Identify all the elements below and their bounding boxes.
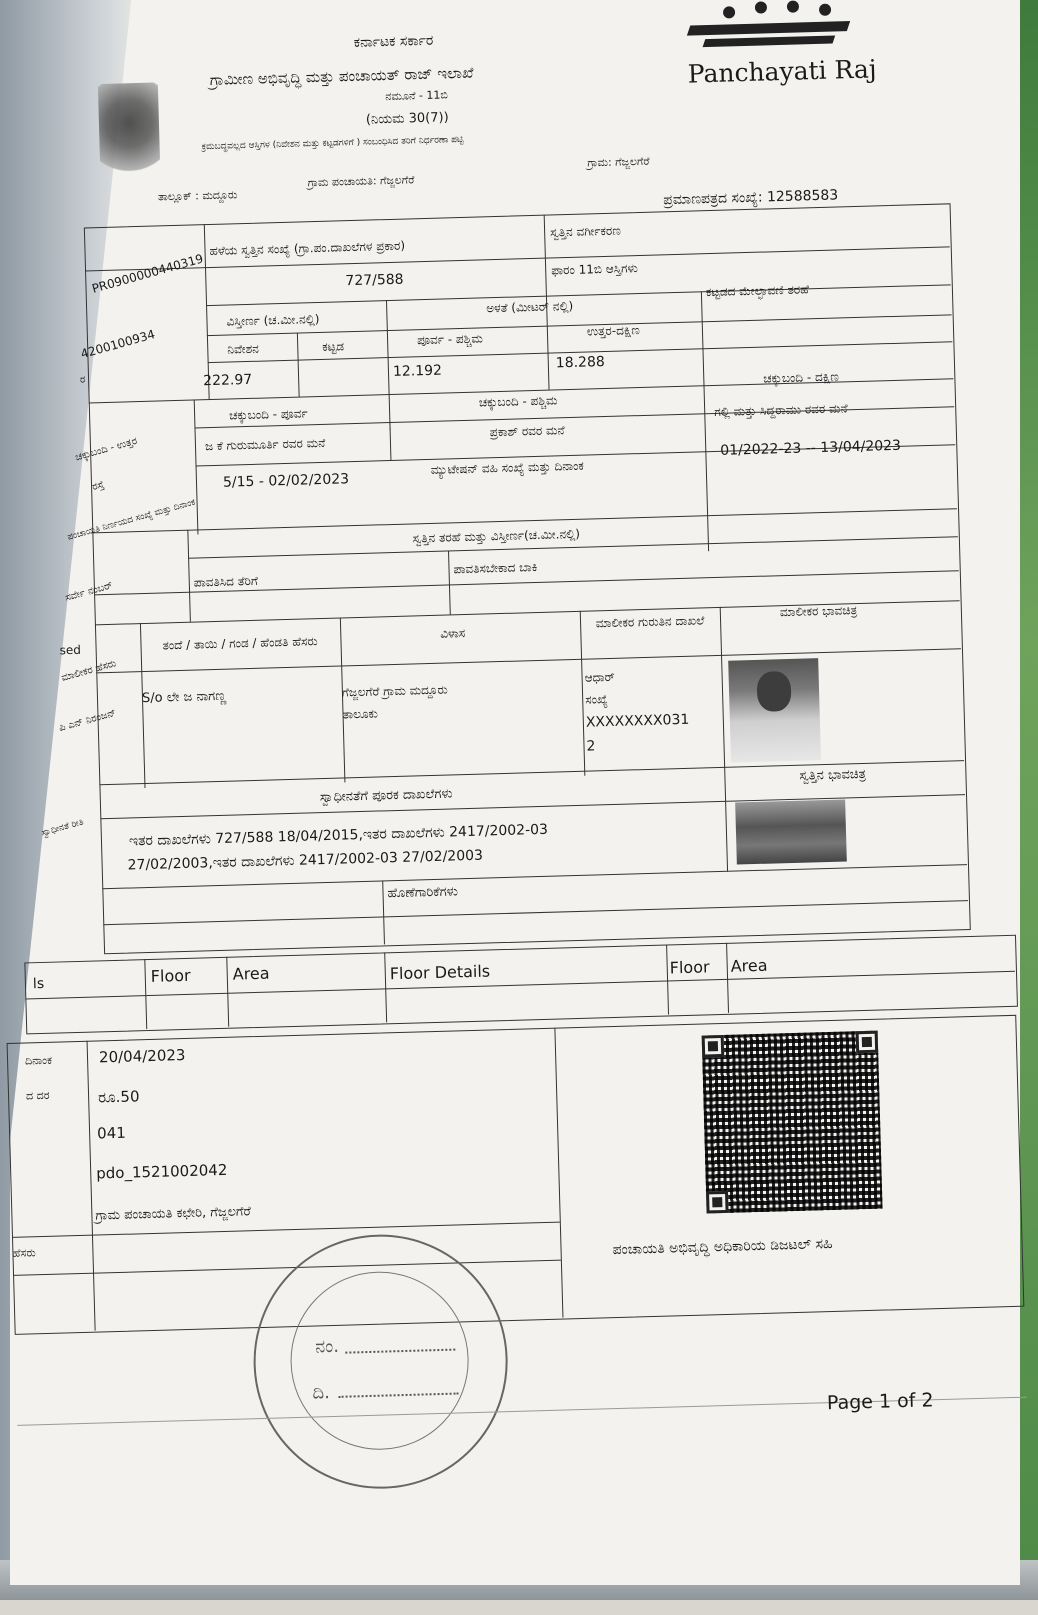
floor-details-header: Floor Details xyxy=(389,961,491,984)
site-label: ನಿವೇಶನ xyxy=(227,341,260,357)
margin-label-rate: ದ ದರ xyxy=(25,1088,50,1103)
margin-label-date: ದಿನಾಂಕ xyxy=(24,1053,53,1068)
margin-label-resolution: ಪಂಚಾಯತಿ ನಿರ್ಣಯದ ಸಂಖ್ಯೆ ಮತ್ತು ದಿನಾಂಕ xyxy=(66,497,197,543)
qr-corner xyxy=(856,1031,879,1054)
id-number-end: 2 xyxy=(586,738,596,755)
margin-label-road: ರಸ್ತೆ xyxy=(90,479,106,494)
qr-corner xyxy=(706,1191,729,1214)
taluk: ತಾಲ್ಲೂಕ್ : ಮದ್ದೂರು xyxy=(157,188,238,204)
documents-line-2: 27/02/2003,ಇತರ ದಾಖಲೆಗಳು 2417/2002-03 27/02/2003 xyxy=(127,847,484,874)
roof-type-label: ಕಟ್ಟಡದ ಮೇಲ್ಛಾವಣಿ ತರಹೆ xyxy=(705,282,810,300)
balance-label: ಪಾವತಿಸಬೇಕಾದ ಬಾಕಿ xyxy=(453,559,538,577)
issue-date: 20/04/2023 xyxy=(98,1046,186,1067)
govt-title: ಕರ್ನಾಟಕ ಸರ್ಕಾರ xyxy=(353,32,434,51)
floor-header-2: Floor xyxy=(669,957,710,978)
margin-label-possession: ಸ್ವಾಧೀನತೆ ರೀತಿ xyxy=(40,817,85,839)
property-type-label: ಸ್ವತ್ತಿನ ತರಹೆ ಮತ್ತು ವಿಸ್ತೀರ್ಣ(ಚ.ಮೀ.ನಲ್ಲಿ) xyxy=(412,526,581,546)
area-label: ವಿಸ್ತೀರ್ಣ (ಚ.ಮೀ.ನಲ್ಲಿ) xyxy=(226,311,320,329)
logo-text: Panchayati Raj xyxy=(687,54,877,89)
pr-id: PR0900000440319 xyxy=(90,251,205,296)
east-boundary-label: ಚಕ್ಕುಬಂದಿ - ಪೂರ್ವ xyxy=(228,406,308,423)
east-boundary: ಜ ಕೆ ಗುರುಮೂರ್ತಿ ರವರ ಮನೆ xyxy=(204,435,326,454)
office-name: ಗ್ರಾಮ ಪಂಚಾಯತಿ ಕಛೇರಿ, ಗೆಜ್ಜಲಗೆರೆ xyxy=(95,1204,252,1224)
owner-photo-label: ಮಾಲೀಕರ ಭಾವಚಿತ್ರ xyxy=(779,603,858,620)
property-id: 4200100934 xyxy=(79,327,157,362)
id-document-label: ಮಾಲೀಕರ ಗುರುತಿನ ದಾಖಲೆ xyxy=(595,613,705,631)
seal-number-label: ನಂ. xyxy=(314,1335,340,1358)
east-west-label: ಪೂರ್ವ - ಪಶ್ಚಿಮ xyxy=(416,331,483,348)
fee: ರೂ.50 xyxy=(97,1087,140,1107)
form-name: ನಮೂನೆ - 11ಬಿ xyxy=(385,88,448,104)
resolution-number: 5/15 - 02/02/2023 xyxy=(222,471,350,491)
property-photo-label: ಸ್ವತ್ತಿನ ಭಾವಚಿತ್ರ xyxy=(799,766,867,784)
address-line-2: ತಾಲೂಕು xyxy=(342,706,378,722)
id-number: XXXXXXXX031 xyxy=(585,711,690,731)
owner-name: ಪಿ ಎನ್ ನಿರಂಜನ್ xyxy=(57,707,118,735)
id-type: ಆಧಾರ್ xyxy=(584,669,615,685)
margin-label-owner: ಮಾಲೀಕರ ಹೆಸರು xyxy=(60,658,118,684)
liabilities-label: ಹೊಣೆಗಾರಿಕೆಗಳು xyxy=(387,884,459,902)
panchayati-raj-logo-icon xyxy=(683,0,849,59)
department-title: ಗ್ರಾಮೀಣ ಅಭಿವೃದ್ಧಿ ಮತ್ತು ಪಂಚಾಯತ್ ರಾಜ್ ಇಲಾಖೆ xyxy=(209,63,474,89)
property-photo xyxy=(735,799,847,864)
margin-label: ರ xyxy=(79,374,86,386)
site-area: 222.97 xyxy=(202,371,253,390)
mutation-value: 01/2022-23 -- 13/04/2023 xyxy=(720,437,902,459)
address-line-1: ಗೆಜ್ಜಲಗೆರೆ ಗ್ರಾಮ ಮದ್ದೂರು xyxy=(341,682,448,700)
margin-label-name: ಹೆಸರು xyxy=(12,1246,36,1260)
tax-paid-label: ಪಾವತಿಸಿದ ತೆರಿಗೆ xyxy=(193,573,259,590)
north-south-label: ಉತ್ತರ-ದಕ್ಷಿಣ xyxy=(586,323,641,339)
dimension-label: ಅಳತೆ (ಮೀಟರ್ ನಲ್ಲಿ) xyxy=(486,298,574,316)
mutation-label: ಮ್ಯುಟೇಷನ್ ವಹಿ ಸಂಖ್ಯೆ ಮತ್ತು ದಿನಾಂಕ xyxy=(430,458,585,477)
west-boundary-label: ಚಕ್ಕುಬಂದಿ - ಪಶ್ಚಿಮ xyxy=(478,393,558,410)
classification-value: ಫಾರಂ 11ಬಿ ಆಸ್ತಿಗಳು xyxy=(551,261,639,278)
code: 041 xyxy=(96,1123,127,1143)
classification-label: ಸ್ವತ್ತಿನ ವರ್ಗೀಕರಣ xyxy=(549,223,621,240)
west-boundary: ಪ್ರಕಾಶ್ ರವರ ಮನೆ xyxy=(489,423,565,440)
rule-number: (ನಿಯಮ 30(7)) xyxy=(365,110,449,128)
margin-label-ls: ls xyxy=(32,975,45,993)
south-boundary-label: ಚಕ್ಕುಬಂದಿ - ದಕ್ಷಿಣ xyxy=(763,369,839,386)
south-boundary: ಗಲ್ಲಿ ಮತ್ತು ಸಿದ್ದರಾಮು ರವರ ಮನೆ xyxy=(714,401,848,419)
karnataka-emblem-icon xyxy=(98,82,161,184)
margin-label-north: ಚಕ್ಕುಬಂದಿ - ಉತ್ತರ xyxy=(74,435,139,464)
margin-label-survey: ಸರ್ವೇ ನಂಬರ್ xyxy=(64,580,114,604)
pdo-id: pdo_1521002042 xyxy=(96,1160,228,1183)
possession-docs-label: ಸ್ವಾಧೀನತೆಗೆ ಪೂರಕ ದಾಖಲೆಗಳು xyxy=(319,786,453,806)
form-subtitle: ಕ್ರಮಬದ್ಧವಲ್ಲದ ಆಸ್ತಿಗಳ (ನಿವೇಶನ ಮತ್ತು ಕಟ್ಟಡಗಳಿಗೆ ) ಸಂಬಂಧಿಸಿದ ತರಿಗೆ ನಿರ್ಧರಣಾ ಪಟ್ಟಿ xyxy=(201,134,464,153)
qr-corner xyxy=(702,1035,725,1058)
area-header-2: Area xyxy=(730,955,768,976)
digital-signature-label: ಪಂಚಾಯತಿ ಅಭಿವೃದ್ಧಿ ಅಧಿಕಾರಿಯ ಡಿಜಟಲ್ ಸಹಿ xyxy=(612,1236,833,1259)
father-label: ತಂದೆ / ತಾಯಿ / ಗಂಡ / ಹೆಂಡತಿ ಹೆಸರು xyxy=(162,634,318,653)
certificate-number: ಪ್ರಮಾಣಪತ್ರದ ಸಂಖ್ಯೆ: 12588583 xyxy=(663,187,839,209)
documents-line-1: ಇತರ ದಾಖಲೆಗಳು 727/588 18/04/2015,ಇತರ ದಾಖಲೆಗಳು 2417/2002-03 xyxy=(128,821,549,850)
village: ಗ್ರಾಮ: ಗೆಜ್ಜಲಗೆರೆ xyxy=(587,154,650,170)
area-header-1: Area xyxy=(232,963,270,984)
old-number-label: ಹಳೆಯ ಸ್ವತ್ತಿನ ಸಂಖ್ಯೆ (ಗ್ರಾ.ಪಂ.ದಾಖಲೆಗಳ ಪ್ರಕಾರ) xyxy=(209,238,406,259)
owner-face xyxy=(757,671,792,712)
id-number-label: ಸಂಖ್ಯೆ xyxy=(585,692,608,707)
page-number: Page 1 of 2 xyxy=(826,1389,934,1415)
old-number: 727/588 xyxy=(345,271,404,290)
floor-header-1: Floor xyxy=(150,965,191,986)
qr-code xyxy=(702,1031,883,1214)
gram-panchayat: ಗ್ರಾಮ ಪಂಚಾಯತಿ: ಗೆಜ್ಜಲಗೆರೆ xyxy=(307,173,415,190)
seal-date-label: ದಿ. xyxy=(312,1382,331,1404)
east-west-value: 12.192 xyxy=(392,362,443,380)
building-label: ಕಟ್ಟಡ xyxy=(322,339,345,354)
address-label: ವಿಳಾಸ xyxy=(440,626,466,641)
owner-photo xyxy=(728,658,821,762)
margin-label-sed: sed xyxy=(59,642,82,658)
father-name: S/o ಲೇ ಜ ನಾಗಣ್ಣ xyxy=(141,688,227,707)
north-south-value: 18.288 xyxy=(555,354,606,372)
